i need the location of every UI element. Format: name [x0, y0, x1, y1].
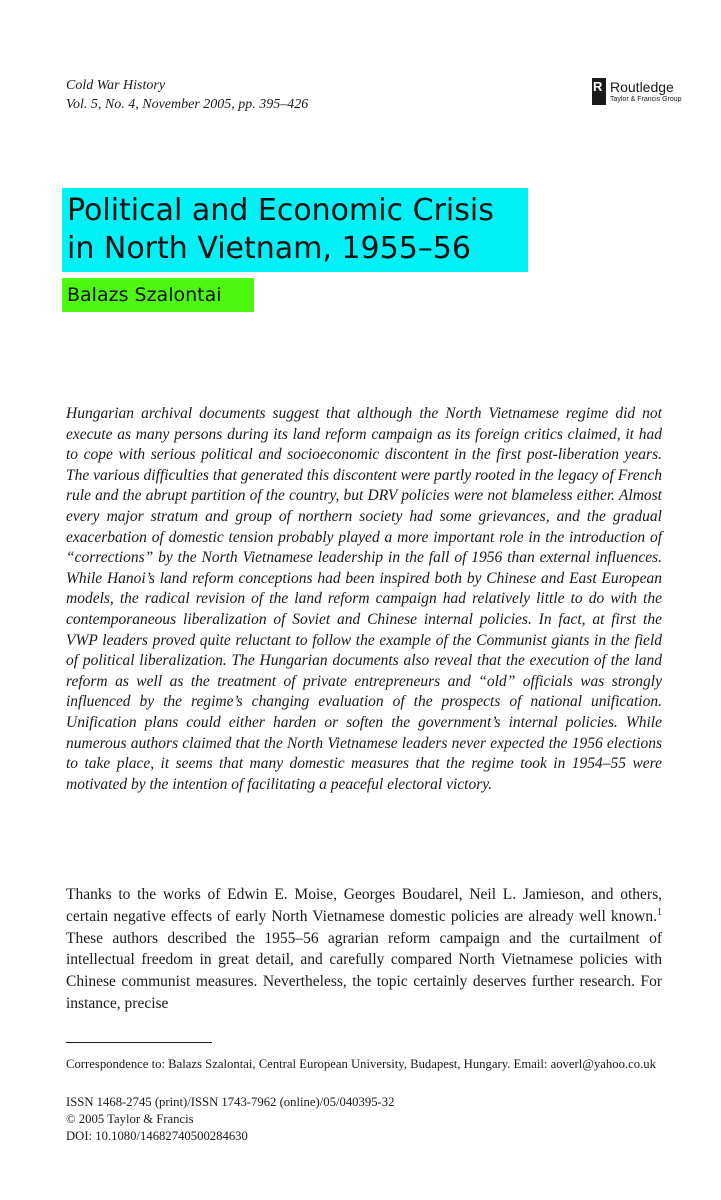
journal-volume: Vol. 5, No. 4, November 2005, pp. 395–426 — [66, 97, 309, 112]
journal-citation — [66, 76, 308, 114]
logo-letter: R — [593, 79, 603, 94]
abstract: Hungarian archival documents suggest that although the North Vietnamese regime did not execute as many persons during its land reform campaign as its foreign critics claimed, it had to cope with serious political and socioeconomic discontent in the first post-liberation years. The various difficulties that generated this discontent were partly rooted in the legacy of French rule and the abrupt partition of the country, but DRV policies were not blameless either. Almost every major stratum and group of northern society had some grievances, and the gradual exacerbation of domestic tension probably played a more important role in the introduction of “corrections” by the North Vietnamese leadership in the fall of 1956 than external influences. While Hanoi’s land reform conceptions had been inspired both by Chinese and East European models, the radical revision of the land reform campaign had relatively little to do with the contemporaneous liberalization of Soviet and Chinese internal policies. In fact, at first the VWP leaders proved quite reluctant to follow the example of the Communist giants in the field of political liberalization. The Hungarian documents also reveal that the execution of the land reform as well as the treatment of private entrepreneurs and “old” officials was strongly influenced by the regime’s changing evaluation of the prospects of national unification. Unification plans could either harden or soften the government’s internal policies. While numerous authors claimed that the North Vietnamese leaders never expected the 1956 elections to take place, it seems that many domestic measures that the regime took in 1954–55 were motivated by the intention of facilitating a peaceful electoral victory. — [66, 405, 662, 793]
publisher-logo — [592, 78, 682, 105]
journal-name: Cold War History — [66, 78, 166, 93]
issn-line: ISSN 1468-2745 (print)/ISSN 1743-7962 (online)/05/040395-32 — [66, 1095, 395, 1109]
doi-line: DOI: 10.1080/14682740500284630 — [66, 1129, 248, 1143]
publication-meta — [66, 1094, 394, 1145]
body-text-part-2: These authors described the 1955–56 agrarian reform campaign and the curtailment of intellectual freedom in great detail, and carefully compared North Vietnamese policies with Chinese communist measures. Nevertheless, the topic certainly deserves further research. For instance, precise — [66, 929, 662, 1012]
correspondence-note: Correspondence to: Balazs Szalontai, Central European University, Budapest, Hungary. Email: aoverl@yahoo.co.uk — [66, 1057, 656, 1071]
article-title — [62, 188, 528, 272]
body-text-part-1: Thanks to the works of Edwin E. Moise, Georges Boudarel, Neil L. Jamieson, and others, certain negative effects of early North Vietnamese domestic policies are already well known. — [66, 886, 662, 925]
title-line-1: Political and Economic Crisis — [67, 193, 494, 228]
footnote-ref[interactable]: 1 — [657, 906, 662, 918]
publisher-text — [610, 80, 682, 104]
author-name: Balazs Szalontai — [62, 278, 254, 312]
publisher-name: Routledge — [610, 78, 674, 95]
routledge-logo-icon — [592, 78, 606, 105]
footnote-divider — [66, 1042, 212, 1043]
publisher-group: Taylor & Francis Group — [610, 95, 682, 103]
copyright-line: © 2005 Taylor & Francis — [66, 1112, 194, 1126]
title-line-2: in North Vietnam, 1955–56 — [67, 231, 471, 266]
body-paragraph — [66, 884, 662, 1015]
